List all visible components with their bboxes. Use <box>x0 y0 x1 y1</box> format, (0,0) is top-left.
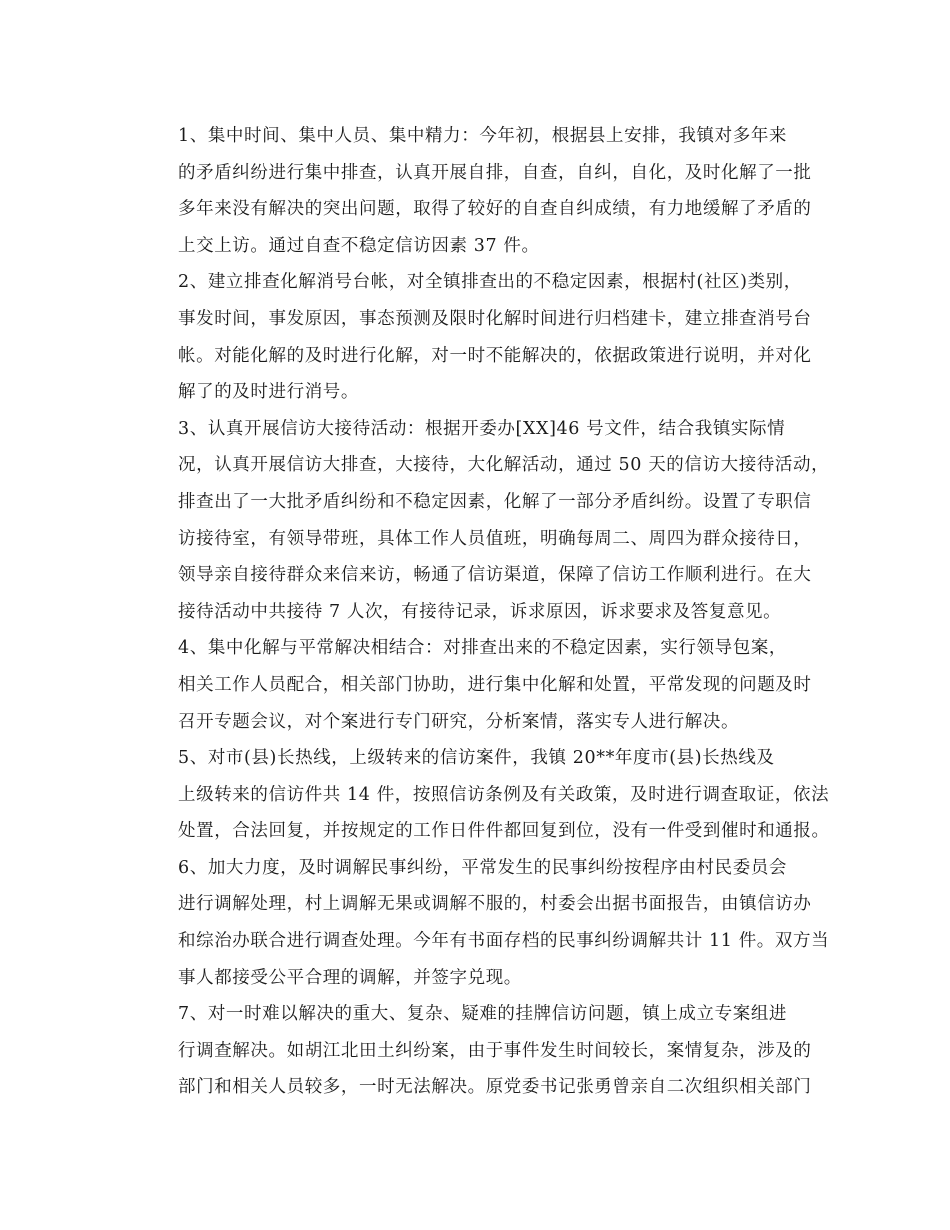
paragraph-line: 事发时间，事发原因，事态预测及限时化解时间进行归档建卡，建立排查消号台 <box>178 308 812 329</box>
paragraph-line: 部门和相关人员较多，一时无法解决。原党委书记张勇曾亲自二次组织相关部门 <box>178 1077 812 1098</box>
paragraph-line: 相关工作人员配合，相关部门协助，进行集中化解和处置，平常发现的问题及时 <box>178 674 812 695</box>
paragraph-line: 事人都接受公平合理的调解，并签字兑现。 <box>178 967 522 988</box>
body-paragraph-7 <box>143 996 813 1106</box>
body-paragraph-5 <box>143 740 830 850</box>
paragraph-line: 5、对市(县)长热线，上级转来的信访案件，我镇 20**年度市(县)长热线及 <box>178 748 775 769</box>
paragraph-line: 解了的及时进行消号。 <box>178 382 359 403</box>
paragraph-line: 上级转来的信访件共 14 件，按照信访条例及有关政策，及时进行调查取证，依法 <box>178 784 830 805</box>
body-paragraph-1 <box>143 118 813 264</box>
paragraph-line: 6、加大力度，及时调解民事纠纷，平常发生的民事纠纷按程序由村民委员会 <box>178 857 788 878</box>
paragraph-line: 领导亲自接待群众来信来访，畅通了信访渠道，保障了信访工作顺利进行。在大 <box>178 565 812 586</box>
body-paragraph-2 <box>143 264 813 410</box>
document-body <box>143 118 830 1106</box>
paragraph-line: 进行调解处理，村上调解无果或调解不服的，村委会出据书面报告，由镇信访办 <box>178 894 812 915</box>
body-paragraph-6 <box>143 850 830 996</box>
paragraph-line: 排查出了一大批矛盾纠纷和不稳定因素，化解了一部分矛盾纠纷。设置了专职信 <box>178 491 812 512</box>
paragraph-line: 的矛盾纠纷进行集中排查，认真开展自排，自查，自纠，自化，及时化解了一批 <box>178 162 812 183</box>
paragraph-line: 多年来没有解决的突出问题，取得了较好的自查自纠成绩，有力地缓解了矛盾的 <box>178 199 812 220</box>
paragraph-line: 况，认真开展信访大排查，大接待，大化解活动，通过 50 天的信访大接待活动， <box>178 455 830 476</box>
paragraph-line: 访接待室，有领导带班，具体工作人员值班，明确每周二、周四为群众接待日， <box>178 528 812 549</box>
paragraph-line: 2、建立排查化解消号台帐，对全镇排查出的不稳定因素，根据村(社区)类别， <box>178 272 802 293</box>
paragraph-line: 接待活动中共接待 7 人次，有接待记录，诉求原因，诉求要求及答复意见。 <box>178 601 782 622</box>
paragraph-line: 1、集中时间、集中人员、集中精力：今年初，根据县上安排，我镇对多年来 <box>178 126 788 146</box>
paragraph-line: 3、认真开展信访大接待活动：根据开委办[XX]46 号文件，结合我镇实际情 <box>178 418 786 439</box>
paragraph-line: 上交上访。通过自查不稳定信访因素 37 件。 <box>178 235 540 256</box>
body-paragraph-4 <box>143 630 813 740</box>
paragraph-line: 4、集中化解与平常解决相结合：对排查出来的不稳定因素，实行领导包案， <box>178 638 788 659</box>
paragraph-line: 帐。对能化解的及时进行化解，对一时不能解决的，依据政策进行说明，并对化 <box>178 345 812 366</box>
paragraph-line: 行调查解决。如胡江北田土纠纷案，由于事件发生时间较长，案情复杂，涉及的 <box>178 1040 812 1061</box>
paragraph-line: 和综治办联合进行调查处理。今年有书面存档的民事纠纷调解共计 11 件。双方当 <box>178 931 830 952</box>
body-paragraph-3 <box>143 411 830 631</box>
paragraph-line: 处置，合法回复，并按规定的工作日件件都回复到位，没有一件受到催时和通报。 <box>178 821 830 842</box>
paragraph-line: 召开专题会议，对个案进行专门研究，分析案情，落实专人进行解决。 <box>178 711 740 732</box>
paragraph-line: 7、对一时难以解决的重大、复杂、疑难的挂牌信访问题，镇上成立专案组进 <box>178 1004 788 1025</box>
